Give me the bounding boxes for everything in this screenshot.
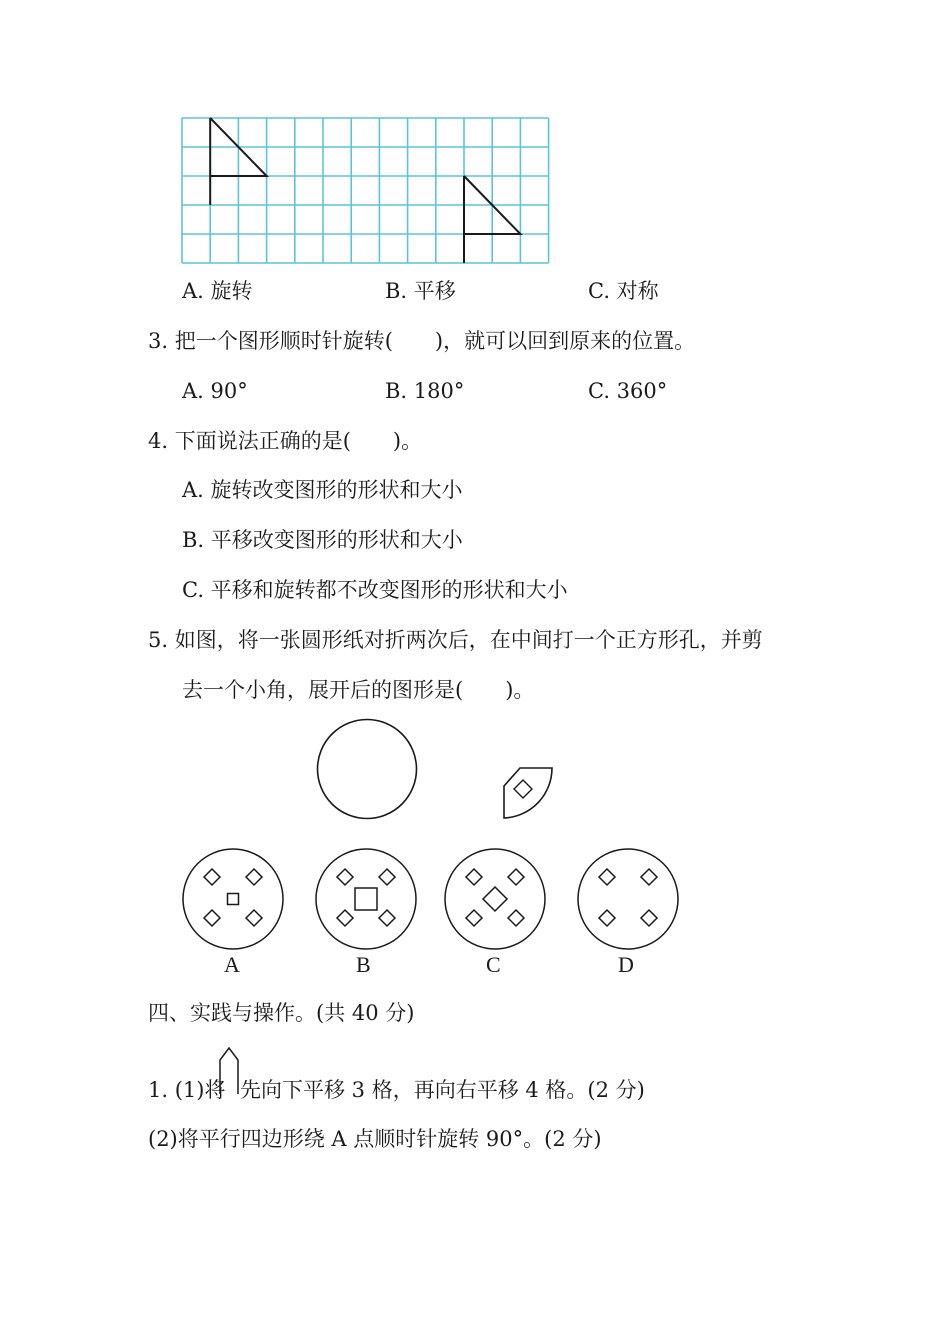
folded-paper-figure <box>500 764 558 826</box>
choice-c-figure <box>442 846 548 956</box>
choice-d-figure <box>575 846 681 956</box>
section4-heading: 四、实践与操作。(共 40 分) <box>148 1001 415 1025</box>
flag-shapes <box>210 118 520 263</box>
choice-a-label: A <box>224 952 240 977</box>
flag-grid-figure <box>180 116 552 266</box>
q4-option-a: A. 旋转改变图形的形状和大小 <box>182 478 463 502</box>
paper-circle-figure <box>315 717 419 825</box>
pencil-shape-icon <box>218 1046 240 1100</box>
q4-option-b: B. 平移改变图形的形状和大小 <box>182 528 463 552</box>
q2-option-a: A. 旋转 <box>182 279 253 303</box>
choice-b-label: B <box>356 952 371 977</box>
q3-option-a: A. 90° <box>182 379 248 403</box>
choice-d-label: D <box>618 952 634 977</box>
choice-c-label: C <box>486 952 501 977</box>
section4-item2: (2)将平行四边形绕 A 点顺时针旋转 90°。(2 分) <box>148 1127 602 1151</box>
q2-option-b: B. 平移 <box>385 279 456 303</box>
q4-option-c: C. 平移和旋转都不改变图形的形状和大小 <box>182 578 568 602</box>
section4-item1-suffix: 先向下平移 3 格，再向右平移 4 格。(2 分) <box>240 1078 645 1102</box>
choice-b-figure <box>313 846 419 956</box>
q3-option-c: C. 360° <box>588 379 668 403</box>
choice-a-figure <box>180 846 286 956</box>
q2-option-c: C. 对称 <box>588 279 659 303</box>
section4-item1-prefix: 1. (1)将 <box>148 1078 226 1102</box>
q3-option-b: B. 180° <box>385 379 465 403</box>
q3-question: 3. 把一个图形顺时针旋转( )，就可以回到原来的位置。 <box>148 329 696 353</box>
q5-question-line1: 5. 如图，将一张圆形纸对折两次后，在中间打一个正方形孔，并剪 <box>148 628 763 652</box>
q5-question-line2: 去一个小角，展开后的图形是( )。 <box>182 678 535 702</box>
q4-question: 4. 下面说法正确的是( )。 <box>148 429 423 453</box>
